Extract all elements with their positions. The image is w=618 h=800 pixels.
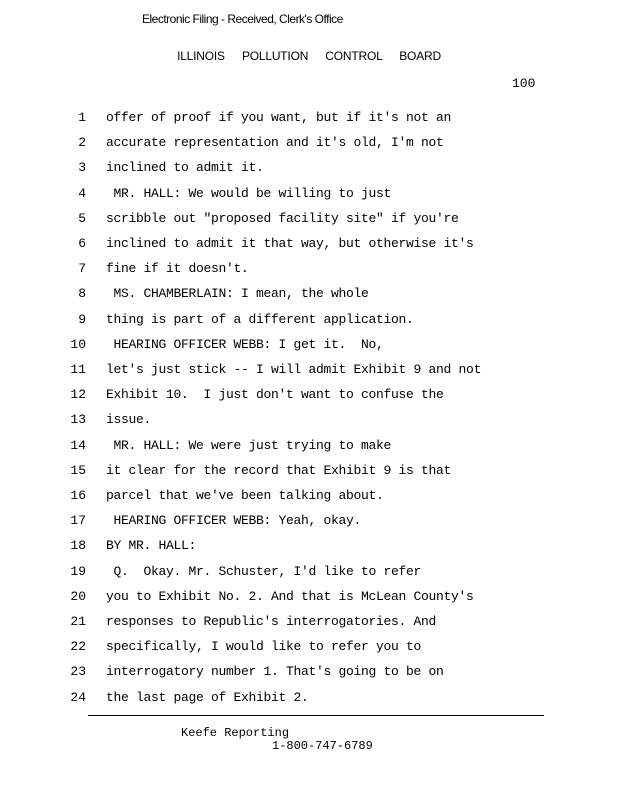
transcript-line	[0, 589, 618, 614]
line-text: interrogatory number 1. That's going to be on	[106, 664, 444, 680]
transcript-line	[0, 286, 618, 311]
line-number: 4	[78, 185, 86, 201]
transcript-line	[0, 312, 618, 337]
line-number: 3	[78, 160, 86, 176]
line-text: you to Exhibit No. 2. And that is McLean County's	[106, 588, 474, 604]
transcript-line	[0, 639, 618, 664]
transcript-line	[0, 135, 618, 160]
transcript-line	[0, 438, 618, 463]
line-number: 19	[70, 563, 86, 579]
transcript-line	[0, 488, 618, 513]
line-number: 6	[78, 236, 86, 251]
transcript-line	[0, 538, 618, 563]
line-text: thing is part of a different application.	[106, 311, 414, 327]
line-text: Q. Okay. Mr. Schuster, I'd like to refer	[106, 563, 422, 579]
line-number: 8	[78, 286, 86, 302]
line-number: 16	[70, 488, 86, 503]
line-text: MR. HALL: We would be willing to just	[106, 185, 392, 201]
filing-stamp: Electronic Filing - Received, Clerk's Office	[142, 12, 343, 26]
page-number: 100	[512, 76, 536, 91]
line-text: inclined to admit it that way, but otherwise it's	[106, 236, 474, 251]
transcript-line	[0, 337, 618, 362]
line-text: the last page of Exhibit 2.	[106, 689, 309, 705]
reporter-phone: 1-800-747-6789	[272, 739, 373, 753]
transcript-line	[0, 387, 618, 412]
line-number: 23	[70, 664, 86, 680]
transcript-line	[0, 412, 618, 437]
transcript-line	[0, 463, 618, 488]
transcript-line	[0, 236, 618, 261]
transcript-line	[0, 614, 618, 639]
transcript-line	[0, 211, 618, 236]
line-number: 1	[78, 110, 86, 125]
transcript-line	[0, 564, 618, 589]
line-text: accurate representation and it's old, I'm not	[106, 135, 444, 151]
line-number: 13	[70, 412, 86, 428]
transcript-line	[0, 362, 618, 387]
transcript-line	[0, 513, 618, 538]
line-text: scribble out "proposed facility site" if you're	[106, 210, 459, 226]
line-number: 11	[70, 362, 86, 377]
footer-divider	[88, 715, 544, 716]
transcript-line	[0, 160, 618, 185]
line-text: MS. CHAMBERLAIN: I mean, the whole	[106, 286, 369, 302]
transcript-line	[0, 110, 618, 135]
line-number: 5	[78, 210, 86, 226]
line-text: fine if it doesn't.	[106, 261, 249, 277]
line-number: 24	[70, 689, 86, 705]
line-number: 22	[70, 639, 86, 655]
line-number: 17	[70, 513, 86, 529]
line-number: 12	[70, 387, 86, 403]
transcript-line	[0, 261, 618, 286]
reporter-name: Keefe Reporting	[181, 726, 290, 740]
line-text: specifically, I would like to refer you to	[106, 639, 422, 655]
line-number: 7	[78, 261, 86, 277]
line-text: Exhibit 10. I just don't want to confuse the	[106, 387, 444, 403]
agency-title: ILLINOIS POLLUTION CONTROL BOARD	[177, 49, 441, 63]
line-text: issue.	[106, 412, 152, 428]
transcript-line	[0, 186, 618, 211]
line-text: HEARING OFFICER WEBB: I get it. No,	[106, 336, 384, 352]
line-number: 10	[70, 336, 86, 352]
line-number: 21	[70, 614, 86, 629]
line-text: it clear for the record that Exhibit 9 is that	[106, 462, 452, 478]
line-text: responses to Republic's interrogatories. And	[106, 614, 437, 629]
line-text: MR. HALL: We were just trying to make	[106, 437, 392, 453]
line-number: 14	[70, 437, 86, 453]
line-number: 15	[70, 462, 86, 478]
transcript-line	[0, 664, 618, 689]
line-text: offer of proof if you want, but if it's not an	[106, 110, 452, 125]
line-text: inclined to admit it.	[106, 160, 264, 176]
line-text: parcel that we've been talking about.	[106, 488, 384, 503]
line-text: HEARING OFFICER WEBB: Yeah, okay.	[106, 513, 362, 529]
line-number: 9	[78, 311, 86, 327]
line-text: let's just stick -- I will admit Exhibit 9 and not	[106, 362, 482, 377]
line-number: 20	[70, 588, 86, 604]
line-text: BY MR. HALL:	[106, 538, 197, 554]
line-number: 2	[78, 135, 86, 151]
line-number: 18	[70, 538, 86, 554]
transcript-line	[0, 690, 618, 715]
